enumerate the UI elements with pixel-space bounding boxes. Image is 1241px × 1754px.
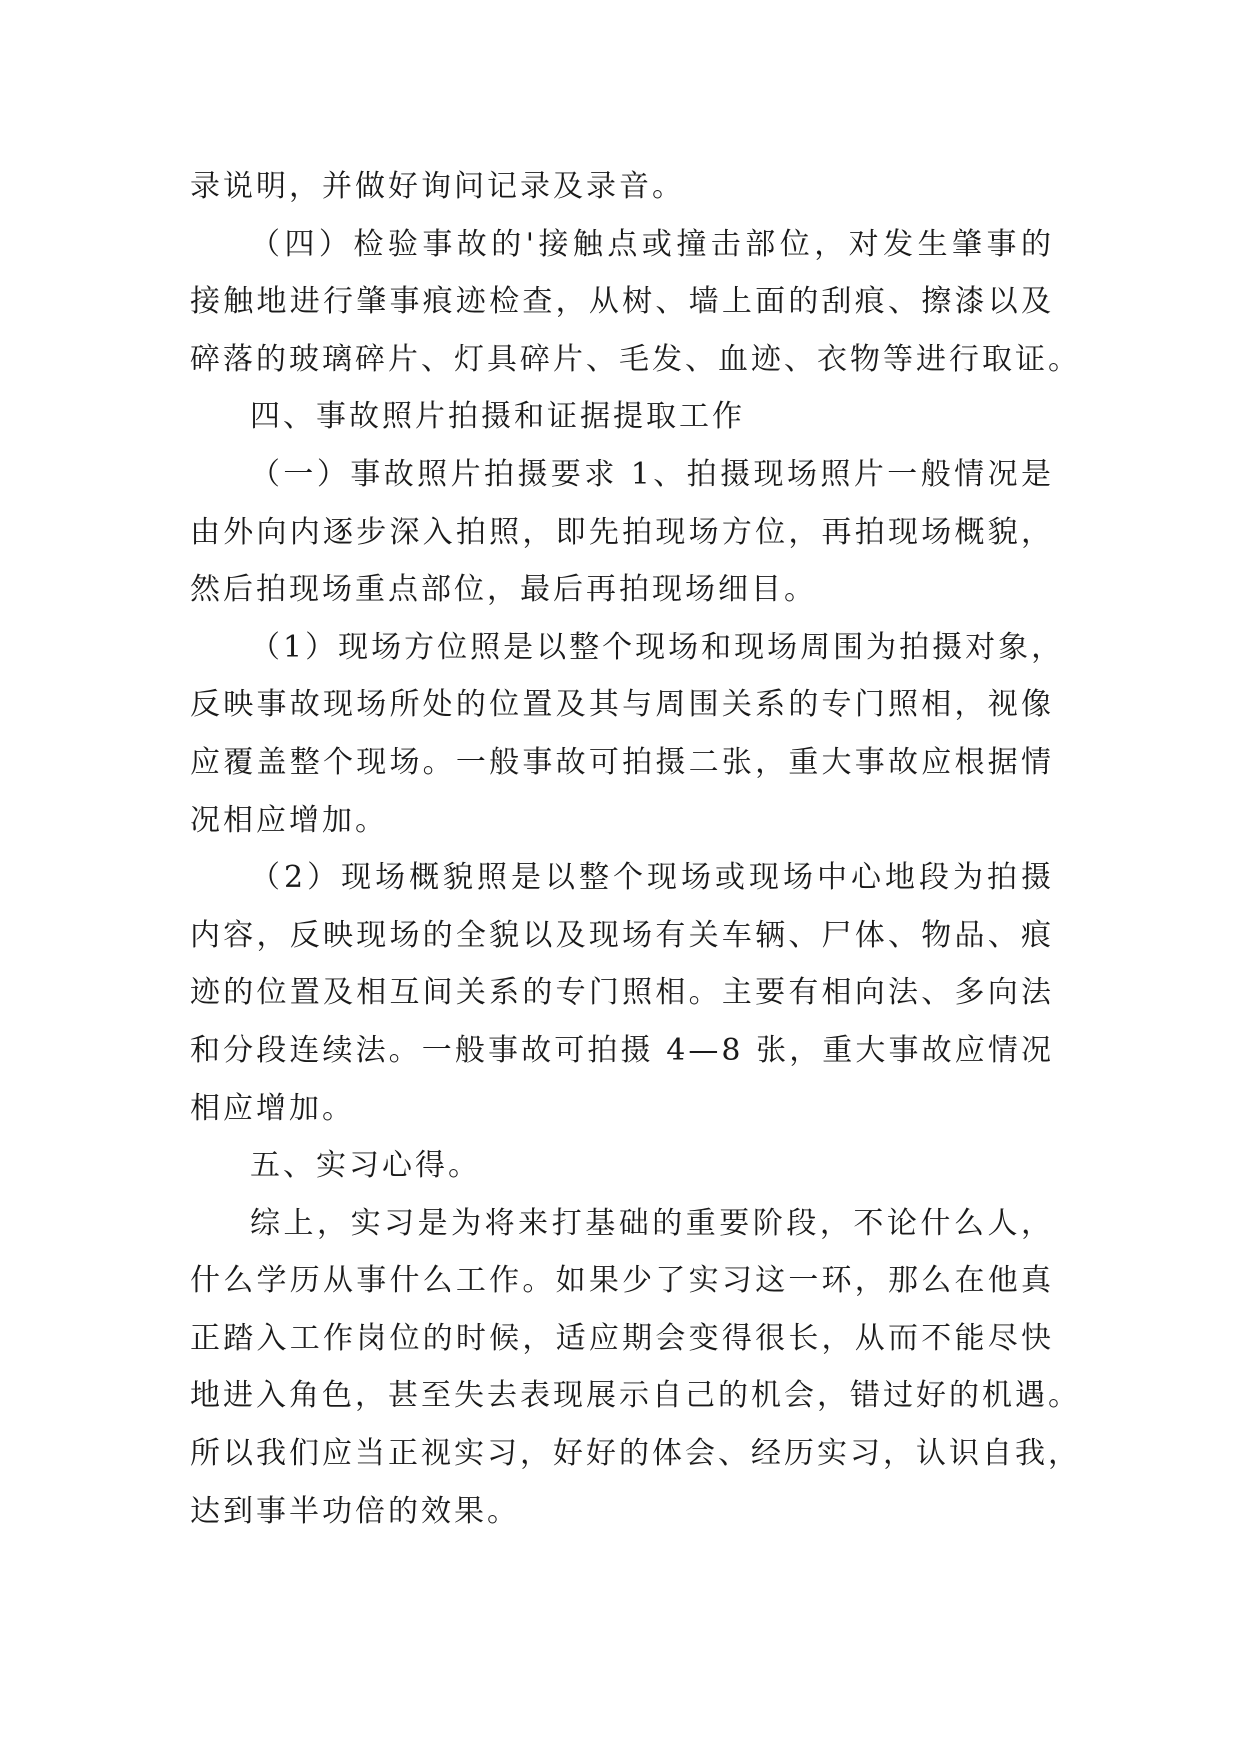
text-line: 由外向内逐步深入拍照，即先拍现场方位，再拍现场概貌，	[190, 514, 1054, 550]
text-line: 达到事半功倍的效果。	[190, 1493, 520, 1529]
text-line: 反映事故现场所处的位置及其与周围关系的专门照相，视像	[190, 687, 1054, 723]
text-line: 四、事故照片拍摄和证据提取工作	[250, 399, 745, 435]
text-line: 相应增加。	[190, 1090, 355, 1126]
text-line: 和分段连续法。一般事故可拍摄 4—8 张，重大事故应情况	[190, 1032, 1054, 1068]
text-line: （2）现场概貌照是以整个现场或现场中心地段为拍摄	[250, 860, 1054, 896]
text-line: （1）现场方位照是以整个现场和现场周围为拍摄对象，	[250, 629, 1065, 665]
text-line: 所以我们应当正视实习，好好的体会、经历实习，认识自我，	[190, 1436, 1081, 1472]
text-line: 然后拍现场重点部位，最后再拍现场细目。	[190, 572, 817, 608]
text-line: 迹的位置及相互间关系的专门照相。主要有相向法、多向法	[190, 975, 1054, 1011]
text-line: 五、实习心得。	[250, 1148, 481, 1184]
text-line: （一）事故照片拍摄要求 1、拍摄现场照片一般情况是	[250, 456, 1054, 492]
text-line: 综上，实习是为将来打基础的重要阶段，不论什么人，	[250, 1205, 1054, 1241]
text-line: 正踏入工作岗位的时候，适应期会变得很长，从而不能尽快	[190, 1320, 1054, 1356]
document-body	[190, 158, 1081, 1540]
text-line: 碎落的玻璃碎片、灯具碎片、毛发、血迹、衣物等进行取证。	[190, 341, 1081, 377]
text-line: 地进入角色，甚至失去表现展示自己的机会，错过好的机遇。	[190, 1378, 1081, 1414]
text-line: 内容，反映现场的全貌以及现场有关车辆、尸体、物品、痕	[190, 917, 1054, 953]
text-line: 接触地进行肇事痕迹检查，从树、墙上面的刮痕、擦漆以及	[190, 284, 1054, 320]
text-line: 应覆盖整个现场。一般事故可拍摄二张，重大事故应根据情	[190, 744, 1054, 780]
text-line: 况相应增加。	[190, 802, 388, 838]
text-line: 录说明，并做好询问记录及录音。	[190, 169, 685, 204]
text-line: （四）检验事故的'接触点或撞击部位，对发生肇事的	[250, 226, 1054, 262]
text-line: 什么学历从事什么工作。如果少了实习这一环，那么在他真	[190, 1263, 1054, 1299]
